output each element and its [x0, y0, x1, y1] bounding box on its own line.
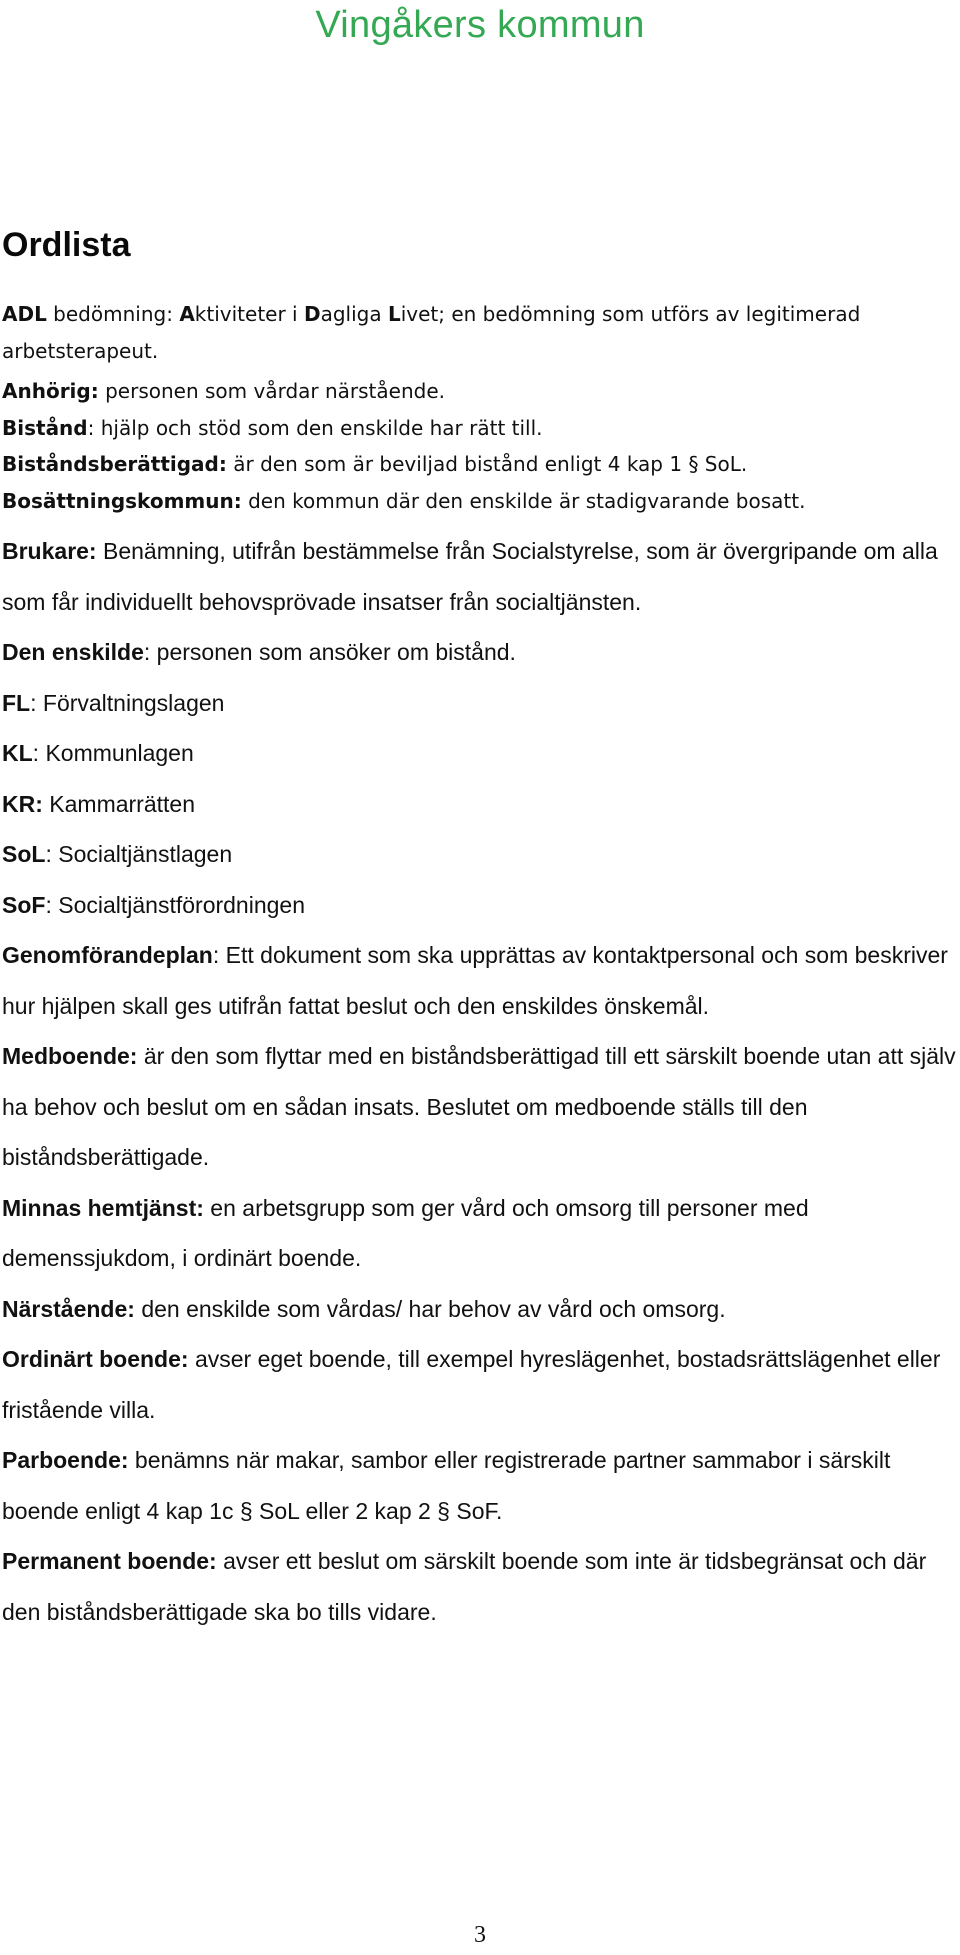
definition: : hjälp och stöd som den enskilde har rätt till.: [87, 415, 543, 440]
term-minnas-hemtjanst: Minnas hemtjänst:: [2, 1194, 204, 1221]
glossary-entry-ordinart-boende: [2, 1334, 958, 1435]
entry-text: agliga: [320, 302, 388, 326]
definition: en arbetsgrupp som ger vård och omsorg till personer med demenssjukdom, i ordinärt boende.: [2, 1194, 809, 1271]
term-sol: SoL: [2, 841, 46, 867]
term-medboende: Medboende:: [2, 1043, 138, 1069]
entry-text: bedömning:: [46, 302, 180, 326]
entry-text: ivet; en bedömning som utförs av legitimerad arbetsterapeut.: [2, 302, 861, 363]
glossary-entry-bistand: [2, 410, 958, 447]
page-title: Ordlista: [2, 226, 131, 264]
term-anhorig: Anhörig:: [2, 379, 99, 403]
glossary-entry-brukare: [2, 526, 958, 627]
definition: den enskilde som vårdas/ har behov av vård och omsorg.: [134, 1295, 726, 1322]
term-parboende: Parboende:: [2, 1447, 129, 1473]
definition: avser ett beslut om särskilt boende som inte är tidsbegränsat och där den biståndsberättigade ska bo tills vidare.: [2, 1548, 927, 1625]
glossary-entry-bosattningskommun: [2, 483, 958, 520]
definition: : Socialtjänstförordningen: [45, 891, 306, 918]
term-kr: KR:: [2, 790, 43, 817]
glossary-entry-anhorig: [2, 373, 958, 410]
glossary-entry-adl: [2, 296, 958, 369]
term-narstaende: Närstående:: [2, 1295, 135, 1322]
glossary-entry-parboende: [2, 1435, 958, 1536]
glossary-entry-fl: [2, 678, 958, 729]
term-permanent-boende: Permanent boende:: [2, 1548, 217, 1574]
glossary-entry-bistandsberattigad: [2, 446, 958, 483]
definition: avser eget boende, till exempel hyreslägenhet, bostadsrättslägenhet eller fristående villa.: [2, 1346, 941, 1423]
glossary-entry-kl: [2, 728, 958, 779]
page-number: 3: [474, 1922, 486, 1948]
glossary-entry-narstaende: [2, 1284, 958, 1335]
definition: : Socialtjänstlagen: [45, 841, 233, 867]
definition: den kommun där den enskilde är stadigvarande bosatt.: [241, 488, 806, 513]
abbr-adl: ADL: [2, 302, 47, 326]
definition: : Ett dokument som ska upprättas av kontaktpersonal och som beskriver hur hjälpen skall ges utifrån fattat beslut och den enskildes önskemål.: [2, 942, 948, 1019]
definition: är den som är beviljad bistånd enligt 4 kap 1 § SoL.: [226, 452, 748, 476]
definition: Benämning, utifrån bestämmelse från Socialstyrelse, som är övergripande om alla som får individuellt behovsprövade insatser från socialtjänsten.: [2, 538, 938, 615]
definition: Kammarrätten: [42, 790, 195, 817]
term-bistand: Bistånd: [2, 415, 88, 440]
municipality-header: Vingåkers kommun: [315, 4, 645, 46]
glossary-entry-sol: [2, 829, 958, 880]
term-bosattningskommun: Bosättningskommun:: [2, 488, 242, 513]
term-brukare: Brukare:: [2, 538, 97, 564]
term-bistandsberattigad: Biståndsberättigad:: [2, 452, 227, 476]
term-fl: FL: [2, 689, 31, 716]
definition: : Kommunlagen: [32, 740, 194, 766]
entry-text: ktiviteter i: [194, 302, 304, 326]
glossary-list: [2, 296, 958, 1637]
term-genomforandeplan: Genomförandeplan: [2, 942, 213, 968]
letter-l: L: [387, 302, 401, 326]
definition: : Förvaltningslagen: [30, 689, 225, 716]
definition: är den som flyttar med en biståndsberättigad till ett särskilt boende utan att själv ha behov och beslut om en sådan insats. Beslutet om medboende ställs till den biståndsberättigade.: [2, 1043, 956, 1170]
glossary-entry-den-enskilde: [2, 627, 958, 678]
definition: personen som vårdar närstående.: [98, 379, 445, 403]
term-den-enskilde: Den enskilde: [2, 639, 144, 665]
letter-d: D: [303, 302, 321, 326]
glossary-entry-medboende: [2, 1031, 958, 1183]
glossary-entry-kr: [2, 779, 958, 830]
glossary-entry-permanent-boende: [2, 1536, 958, 1637]
term-kl: KL: [2, 740, 33, 766]
glossary-entry-sof: [2, 880, 958, 931]
letter-a: A: [179, 302, 195, 326]
definition: benämns när makar, sambor eller registrerade partner sammabor i särskilt boende enligt 4 kap 1c § SoL eller 2 kap 2 § SoF.: [2, 1447, 891, 1524]
term-sof: SoF: [2, 891, 46, 918]
glossary-entry-minnas-hemtjanst: [2, 1183, 958, 1284]
glossary-entry-genomforandeplan: [2, 930, 958, 1031]
definition: : personen som ansöker om bistånd.: [143, 639, 516, 665]
term-ordinart-boende: Ordinärt boende:: [2, 1346, 189, 1372]
